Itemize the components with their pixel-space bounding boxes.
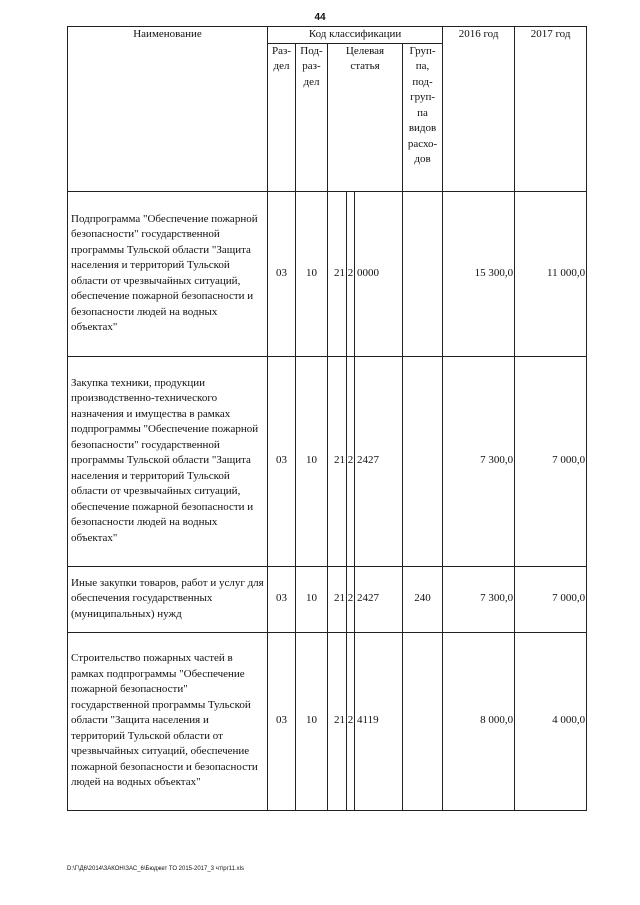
row-program-code: 21: [328, 356, 347, 566]
header-target-article: Целевая статья: [328, 43, 403, 191]
row-subprogram-code: 2: [347, 191, 355, 356]
row-program-code: 21: [328, 632, 347, 810]
header-section: Раз- дел: [268, 43, 296, 191]
header-expense-group: Груп- па, под- груп- па видов расхо- дов: [403, 43, 443, 191]
row-item-code: 0000: [355, 191, 403, 356]
row-subsection: 10: [296, 356, 328, 566]
row-program-code: 21: [328, 191, 347, 356]
row-amount-2017: 7 000,0: [515, 566, 587, 632]
row-name: Иные закупки товаров, работ и услуг для обеспечения государственных (муниципальных) нужд: [68, 566, 268, 632]
row-amount-2016: 7 300,0: [443, 566, 515, 632]
table-row: [68, 356, 587, 566]
row-expense-group: [403, 356, 443, 566]
row-expense-group: 240: [403, 566, 443, 632]
row-amount-2017: 11 000,0: [515, 191, 587, 356]
row-subprogram-code: 2: [347, 632, 355, 810]
table-row: [68, 566, 587, 632]
row-expense-group: [403, 632, 443, 810]
header-subsection: Под- раз- дел: [296, 43, 328, 191]
row-subprogram-code: 2: [347, 356, 355, 566]
row-subsection: 10: [296, 191, 328, 356]
row-program-code: 21: [328, 566, 347, 632]
row-subprogram-code: 2: [347, 566, 355, 632]
row-item-code: 4119: [355, 632, 403, 810]
row-name: Подпрограмма "Обеспечение пожарной безопасности" государственной программы Тульской области "Защита населения и территорий Тульской области от чрезвычайных ситуаций, обеспечение пожарной безопасности и безопасности людей на водных объектах": [68, 191, 268, 356]
row-amount-2016: 7 300,0: [443, 356, 515, 566]
row-subsection: 10: [296, 632, 328, 810]
row-amount-2016: 8 000,0: [443, 632, 515, 810]
row-item-code: 2427: [355, 356, 403, 566]
row-expense-group: [403, 191, 443, 356]
header-name: Наименование: [68, 27, 268, 192]
row-section: 03: [268, 356, 296, 566]
page-number: 44: [314, 12, 326, 23]
row-section: 03: [268, 191, 296, 356]
row-amount-2016: 15 300,0: [443, 191, 515, 356]
table-row: [68, 191, 587, 356]
row-name: Закупка техники, продукции производственно-технического назначения и имущества в рамках подпрограммы "Обеспечение пожарной безопасности" государственной программы Тульской области "Защита населения и территорий Тульской области от чрезвычайных ситуаций, обеспечение пожарной безопасности и безопасности людей на водных объектах": [68, 356, 268, 566]
budget-table: [67, 26, 587, 811]
header-classification-code: Код классификации: [268, 27, 443, 44]
row-amount-2017: 7 000,0: [515, 356, 587, 566]
row-section: 03: [268, 566, 296, 632]
row-amount-2017: 4 000,0: [515, 632, 587, 810]
row-section: 03: [268, 632, 296, 810]
header-row-top: [68, 27, 587, 44]
row-item-code: 2427: [355, 566, 403, 632]
row-subsection: 10: [296, 566, 328, 632]
header-year-2016: 2016 год: [443, 27, 515, 192]
header-year-2017: 2017 год: [515, 27, 587, 192]
row-name: Строительство пожарных частей в рамках подпрограммы "Обеспечение пожарной безопасности" государственной программы Тульской области "Защита населения и территорий Тульской области от чрезвычайных ситуаций, обеспечение пожарной безопасности и безопасности людей на водных объектах": [68, 632, 268, 810]
table-row: [68, 632, 587, 810]
footer-file-path: D:\Г\Д6\2014\ЗАКОН\ЗАС_6\Бюджет ТО 2015-2017_3 чт\рг11.xls: [67, 866, 244, 872]
